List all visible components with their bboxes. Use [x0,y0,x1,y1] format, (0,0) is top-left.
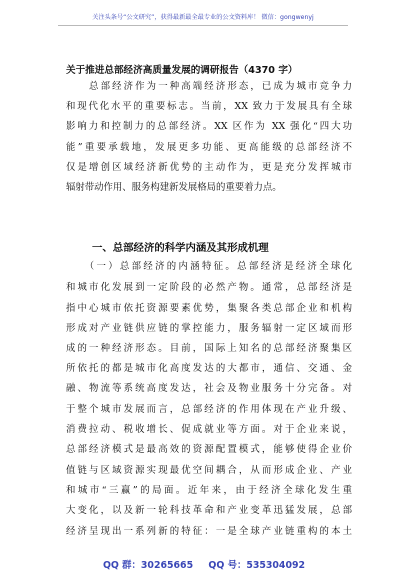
text-line: 于整个城市发展而言，总部经济的作用体现在产业升级、 [66,404,352,415]
section-heading: 一、总部经济的科学内涵及其形成机理 [92,242,269,254]
page-header: 关注头条号“公文研究”，获得最新最全最专业的公文资料库！ 微信：gongwenyj [58,12,348,26]
text-line: 成的一种经济形态。目前，国际上知名的总部经济聚集区 [66,343,352,354]
text-line: 融、物流等系统高度发达，社会及物业服务十分完备。对 [66,383,352,394]
text-line: 总部经济模式是最高效的资源配置模式，能够使得企业价 [66,444,352,455]
text-line: 和现代化水平的重要标志。当前，XX 致力于发展具有全球 [66,101,352,112]
text-line: 形成对产业链供应链的掌控能力，服务辐射一定区域而形 [66,323,352,334]
text-line: 大变化，以及新一轮科技革命和产业变革迅猛发展，总部 [66,505,352,516]
document-title: 关于推进总部经济高质量发展的调研报告（4370 字） [66,65,298,76]
text-line: 经济呈现出一系列新的特征：一是全球产业链重构的本土 [66,526,352,537]
text-line: 消费拉动、税收增长、促成就业等方面。对于企业来说， [66,424,352,435]
text-line: 仅是增创区域经济新优势的主动作为，更是充分发挥城市 [66,162,352,173]
text-line: （一）总部经济的内涵特征。总部经济是经济全球化 [66,261,352,272]
text-line: 和城市“三赢”的局面。近年来，由于经济全球化发生重 [66,485,352,496]
text-line: 影响力和控制力的总部经济。XX 区作为 XX 强化“四大功 [66,121,352,132]
footer-qq-group: QQ 群：30265665 [102,560,194,571]
page-footer [0,557,408,571]
footer-qq: QQ 号：535304092 [208,560,306,571]
text-line: 所依托的都是城市化高度发达的大都市，通信、交通、金 [66,363,352,374]
text-line: 能”重要承载地，发展更多功能、更高能级的总部经济不 [66,142,352,153]
text-line: 指中心城市依托资源要素优势，集聚各类总部企业和机构 [66,303,352,314]
text-line: 总部经济作为一种高端经济形态，已成为城市竞争力 [66,81,352,92]
text-line: 值链与区域资源实现最优空间耦合，从而形成企业、产业 [66,465,352,476]
text-line: 辐射带动作用、服务构建新发展格局的重要着力点。 [66,182,282,193]
text-line: 和城市化发展到一定阶段的必然产物。通常，总部经济是 [66,282,352,293]
